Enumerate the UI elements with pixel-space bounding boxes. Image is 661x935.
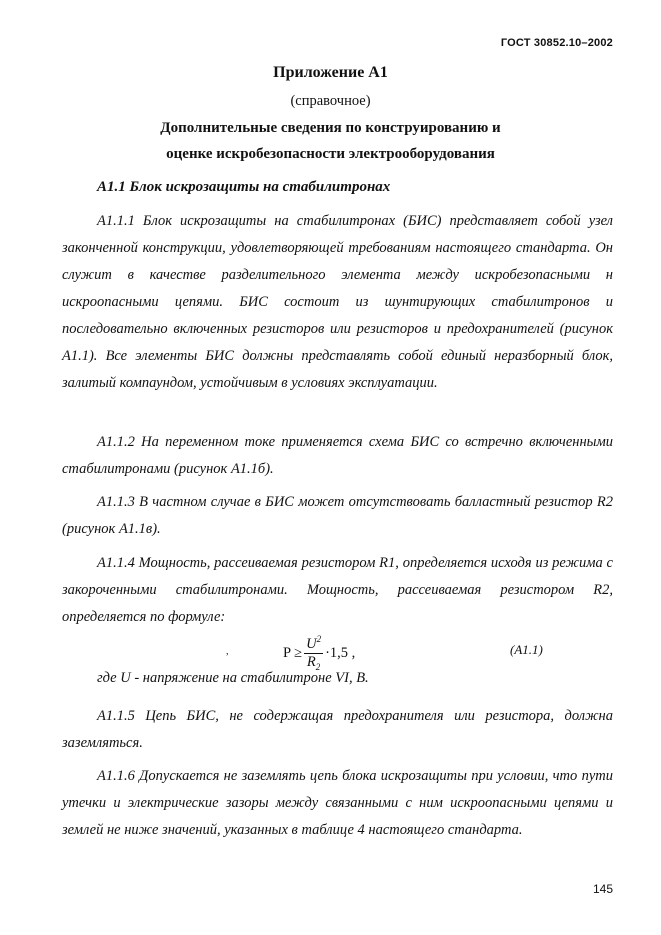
- formula-fraction: [304, 631, 323, 676]
- standard-code: ГОСТ 30852.10–2002: [500, 37, 613, 49]
- paragraph-a1-1-1: А1.1.1 Блок искрозащиты на стабилитронах (БИС) представляет собой узел законченной конструкции, удовлетворяющей требованиям настоящего стандарта. Он служит в качестве разделительного элемента между искробезопасными н искроопасными цепями. БИС состоит из шунтирующих стабилитронов и последовательно включенных резисторов или резисторов и предохранителей (рисунок А1.1). Все элементы БИС должны представлять собой единый неразборный блок, залитый компаундом, устойчивым в условиях эксплуатации.: [62, 213, 613, 391]
- stray-mark: ,: [226, 646, 229, 657]
- formula-where-line: где U - напряжение на стабилитроне VI, В.: [97, 670, 369, 686]
- paragraph-a1-1-2: А1.1.2 На переменном токе применяется схема БИС со встречно включенными стабилитронами (рисунок А1.1б).: [62, 434, 613, 477]
- formula-lhs: P ≥: [283, 644, 303, 661]
- appendix-title: Приложение А1: [273, 64, 388, 81]
- paragraph-a1-1-4: А1.1.4 Мощность, рассеиваемая резистором R1, определяется исходя из режима с закороченными стабилитронами. Мощность, рассеиваемая резистором R2, определяется по формуле:: [62, 555, 613, 625]
- formula-a1-1: [283, 631, 355, 676]
- page-number: 145: [592, 882, 613, 896]
- formula-numerator-exp: 2: [316, 634, 322, 644]
- appendix-status: (справочное): [290, 93, 371, 109]
- formula-numerator: [304, 631, 323, 654]
- appendix-heading-line1: Дополнительные сведения по конструированию и: [160, 120, 501, 136]
- section-heading: А1.1 Блок искрозащиты на стабилитронах: [97, 179, 391, 195]
- paragraph-a1-1-6: А1.1.6 Допускается не заземлять цепь блока искрозащиты при условии, что пути утечки и электрические зазоры между связанными с ним искроопасными цепями и землей не ниже значений, указанных в таблице 4 настоящего стандарта.: [62, 768, 613, 838]
- appendix-heading-line2: оценке искробезопасности электрооборудования: [166, 146, 495, 162]
- paragraph-a1-1-5: А1.1.5 Цепь БИС, не содержащая предохранителя или резистора, должна заземляться.: [62, 708, 613, 751]
- formula-denominator-sub: 2: [315, 661, 321, 672]
- formula-numerator-var: U: [306, 635, 317, 652]
- formula-number: (А1.1): [510, 642, 543, 657]
- formula-denominator-var: R: [306, 653, 316, 670]
- formula-rhs: ·1,5 ,: [325, 644, 356, 661]
- paragraph-a1-1-3: А1.1.3 В частном случае в БИС может отсутствовать балластный резистор R2 (рисунок А1.1в).: [62, 494, 613, 537]
